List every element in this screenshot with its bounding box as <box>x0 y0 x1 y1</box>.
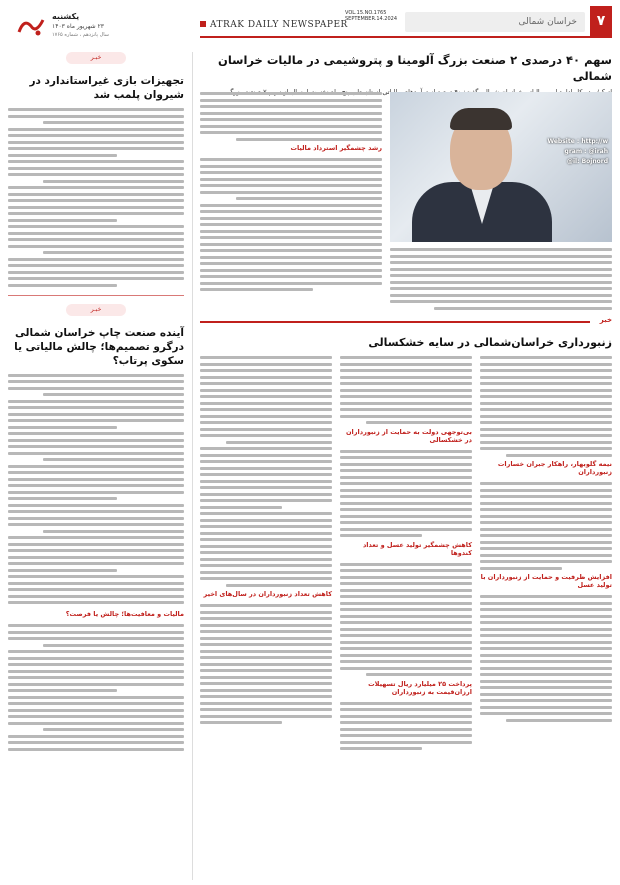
brand-en <box>200 20 348 30</box>
volume-info <box>345 10 400 22</box>
beekeeping-sub-6: پرداخت ۲۵ میلیارد ریال تسهیلات ارزان‌قیمت به زنبورداران <box>368 679 472 696</box>
divider <box>8 295 184 296</box>
beekeeping-col-3 <box>480 356 612 885</box>
header-band <box>0 0 620 44</box>
news-pill: خبـر <box>66 52 126 64</box>
volume-date-line: SEPTEMBER.14.2024 <box>345 16 398 22</box>
beekeeping-columns <box>200 356 612 885</box>
photo-hair <box>450 108 512 130</box>
beekeeping-sub-5: کاهش تعداد زنبورداران در سال‌های اخیر <box>203 590 332 598</box>
left-column <box>8 52 193 880</box>
beekeeping-col-1 <box>200 356 332 885</box>
main-area <box>200 52 612 696</box>
issue-date: ۲۳ شهریور ماه ۱۴۰۳ <box>52 23 105 30</box>
issue-day: یکشنبه <box>52 12 80 21</box>
photo-overlay-text-3: il: Bojnord@ <box>566 158 608 165</box>
story1-body <box>8 108 184 287</box>
section-tab: خراسان شمالی <box>405 12 585 32</box>
story1-headline: تجهیزات بازی غیراستاندارد در شیروان پلمب شد <box>29 75 184 101</box>
page-number: ۷ <box>590 6 612 36</box>
story2-headline: آینده صنعت چاپ خراسان شمالی درگرو تصمیم‌ها؛ چالش مالیاتی یا سکوی پرتاب؟ <box>14 326 184 367</box>
story2-body-cont <box>8 624 184 751</box>
main-subheading: رشد چشمگیر استرداد مالیات <box>290 144 382 152</box>
main-story-caption-column <box>390 248 612 313</box>
official-photo <box>390 92 612 242</box>
brand-en-text: ATRAK DAILY NEWSPAPER <box>210 20 348 30</box>
beekeeping-col-2 <box>340 356 472 885</box>
page-header <box>200 6 612 38</box>
story2-body <box>8 374 184 605</box>
photo-overlay-text-1: Website : http://w <box>547 138 608 145</box>
main-story-text-column <box>200 92 382 295</box>
beekeeping-sub-2: نیمه گلوبهار، راهکار جبران خسارات زنبورداران <box>497 460 612 476</box>
atrak-logo-icon <box>16 14 46 40</box>
story2-subheading: مالیات و معافیت‌ها؛ چالش یا فرصت؟ <box>65 610 184 618</box>
beekeeping-headline: زنبورداری خراسان‌شمالی در سایه خشکسالی <box>368 336 612 349</box>
beekeeping-sub-3: افزایش ظرفیت و حمایت از زنبورداران با تولید عسل <box>480 573 612 589</box>
newspaper-logo-block <box>8 6 128 40</box>
brand-square-icon <box>200 21 206 27</box>
main-headline: سهم ۴۰ درصدی ۲ صنعت بزرگ آلومینا و پتروشیمی در مالیات خراسان شمالی <box>218 53 612 83</box>
photo-overlay-text-2: gram : @irah <box>564 148 608 155</box>
section-divider <box>200 316 612 328</box>
beekeeping-sub-4: کاهش چشمگیر تولید عسل و تعداد کندوها <box>362 540 472 557</box>
news-tag: خبر <box>590 316 612 328</box>
beekeeping-sub-1: بی‌توجهی دولت به حمایت از زنبورداران در خشکسالی <box>346 427 472 444</box>
volume-line: VOL.15.NO.1765 <box>345 10 387 16</box>
issue-info: سال پانزدهم ، شماره ۱۷۶۵ <box>52 32 109 38</box>
news-pill-2: خبـر <box>66 304 126 316</box>
divider-bar <box>200 321 590 323</box>
